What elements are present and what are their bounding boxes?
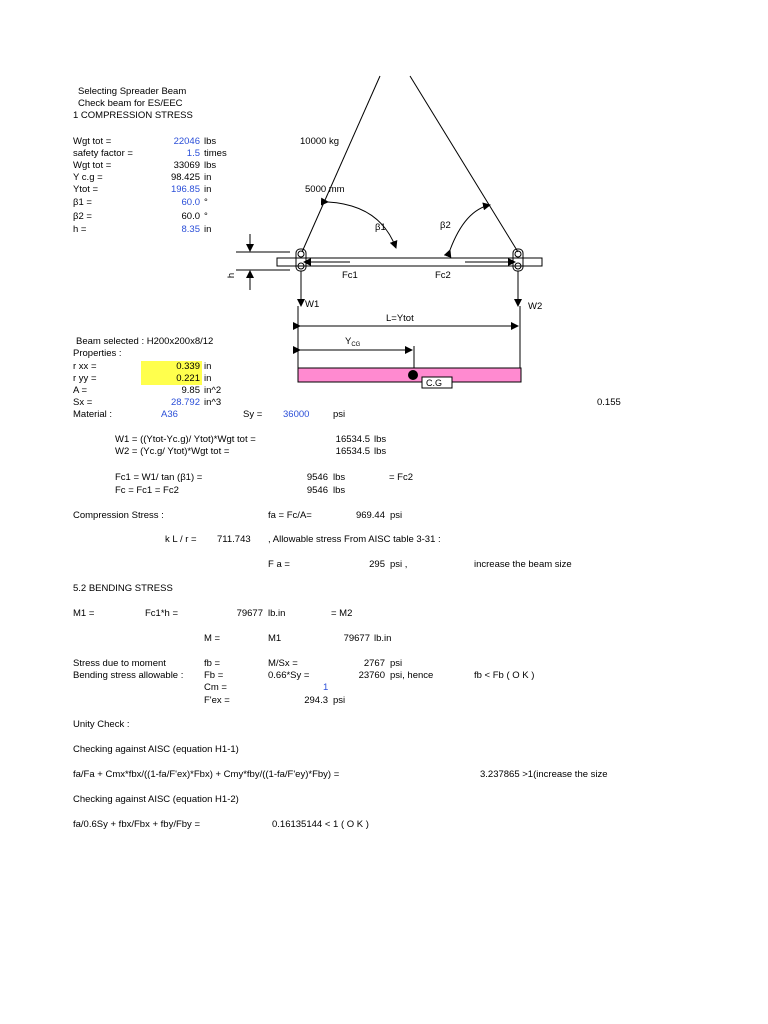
ytot-label: Ytot = — [73, 184, 99, 195]
h-diagram-label: h — [226, 272, 238, 279]
cg-label: C.G — [426, 378, 443, 388]
fc1-value: 9546 — [306, 472, 328, 483]
stress-moment-label: Stress due to moment — [73, 658, 166, 669]
allowable-stress-text: , Allowable stress From AISC table 3-31 : — [268, 534, 441, 545]
m-formula: M1 — [268, 633, 282, 644]
fc1-formula: Fc1 = W1/ tan (β1) = — [115, 472, 203, 483]
beta1-label: β1 = — [73, 197, 92, 208]
wgt-tot2-label: Wgt tot = — [73, 160, 112, 171]
fb-unit: psi — [390, 658, 403, 669]
Fb-check: fb < Fb ( O K ) — [474, 670, 535, 681]
wgt-tot2-unit: lbs — [204, 160, 217, 171]
wgt-tot-unit: lbs — [204, 136, 217, 147]
fex-unit: psi — [333, 695, 346, 706]
ycg-unit: in — [204, 172, 212, 183]
m1-formula: Fc1*h = — [145, 608, 179, 619]
wgt-tot-label: Wgt tot = — [73, 136, 112, 147]
Fa-unit: psi , — [390, 559, 408, 570]
Fa-label: F a = — [268, 559, 290, 570]
Fa-note: increase the beam size — [474, 559, 572, 570]
bending-allowable-label: Bending stress allowable : — [73, 670, 184, 681]
fex-value: 294.3 — [304, 695, 328, 706]
fc-value: 9546 — [306, 485, 328, 496]
fb-formula: M/Sx = — [268, 658, 298, 669]
kg-note: 10000 kg — [300, 136, 340, 147]
h12-label: Checking against AISC (equation H1-2) — [73, 794, 239, 805]
h12-formula: fa/0.6Sy + fbx/Fbx + fby/Fby = — [73, 819, 200, 830]
sx-unit: in^3 — [204, 397, 222, 408]
Fa-value: 295 — [369, 559, 385, 570]
ryy-unit: in — [204, 373, 212, 384]
area-value: 9.85 — [181, 385, 200, 396]
safety-factor-unit: times — [204, 148, 227, 159]
ryy-label: r yy = — [73, 373, 97, 384]
h11-value: 3.237865 >1(increase the size — [480, 769, 608, 780]
beta2-label: β2 = — [73, 211, 92, 222]
Fb-formula: 0.66*Sy = — [268, 670, 310, 681]
rxx-value: 0.339 — [176, 361, 200, 372]
h11-label: Checking against AISC (equation H1-1) — [73, 744, 239, 755]
fa-formula: fa = Fc/A= — [268, 510, 312, 521]
sx-label: Sx = — [73, 397, 93, 408]
sx-value: 28.792 — [170, 397, 200, 408]
h-label: h = — [73, 224, 87, 235]
w2-value: 16534.5 — [335, 446, 370, 457]
m-value: 79677 — [343, 633, 370, 644]
h-value: 8.35 — [181, 224, 200, 235]
m1-unit: lb.in — [268, 608, 286, 619]
area-label: A = — [73, 385, 87, 396]
safety-factor-label: safety factor = — [73, 148, 133, 159]
compression-stress-label: Compression Stress : — [73, 510, 164, 521]
material-value: A36 — [161, 409, 178, 420]
ryy-value: 0.221 — [176, 373, 200, 384]
w1-value: 16534.5 — [335, 434, 370, 445]
right-lug — [513, 249, 523, 271]
beta2-diagram-label: β2 — [440, 220, 451, 231]
h11-formula: fa/Fa + Cmx*fbx/((1-fa/F'ex)*Fbx) + Cmy*fby/((1-fa/F'ey)*Fby) = — [73, 769, 340, 780]
ycg-value: 98.425 — [170, 172, 200, 183]
doc-subtitle: Check beam for ES/EEC — [78, 98, 183, 109]
unity-check-title: Unity Check : — [73, 719, 130, 730]
beta2-value: 60.0 — [181, 211, 200, 222]
sy-label: Sy = — [243, 409, 263, 420]
w2-unit: lbs — [374, 446, 387, 457]
beta2-arc — [450, 205, 490, 250]
w1-label: W1 — [305, 299, 320, 310]
sy-unit: psi — [333, 409, 346, 420]
m1-label: M1 = — [73, 608, 95, 619]
fb-label: fb = — [204, 658, 221, 669]
side-value: 0.155 — [597, 397, 621, 408]
m1-equals-m2: = M2 — [331, 608, 353, 619]
w1-formula: W1 = ((Ytot-Yc.g)/ Ytot)*Wgt tot = — [115, 434, 256, 445]
m-unit: lb.in — [374, 633, 392, 644]
left-lug — [296, 249, 306, 271]
fc1-label: Fc1 — [342, 270, 358, 281]
wgt-tot2-value: 33069 — [173, 160, 200, 171]
Fb-unit: psi, hence — [390, 670, 434, 681]
fex-label: F'ex = — [204, 695, 230, 706]
doc-title: Selecting Spreader Beam — [78, 86, 187, 97]
fa-unit: psi — [390, 510, 403, 521]
sy-value: 36000 — [283, 409, 310, 420]
w2-formula: W2 = (Yc.g/ Ytot)*Wgt tot = — [115, 446, 230, 457]
cm-label: Cm = — [204, 682, 227, 693]
fb-value: 2767 — [363, 658, 385, 669]
safety-factor-value: 1.5 — [186, 148, 200, 159]
fa-value: 969.44 — [355, 510, 385, 521]
Fb-value: 23760 — [358, 670, 385, 681]
klr-value: 711.743 — [217, 534, 251, 545]
m1-value: 79677 — [236, 608, 263, 619]
ytot-value: 196.85 — [170, 184, 200, 195]
mm-note: 5000 mm — [305, 184, 345, 195]
properties-label: Properties : — [73, 348, 122, 359]
ytot-unit: in — [204, 184, 212, 195]
w2-label: W2 — [528, 301, 543, 312]
m-label: M = — [204, 633, 221, 644]
beta1-diagram-label: β1 — [375, 222, 386, 233]
right-sling — [410, 76, 518, 252]
fc2-label: Fc2 — [435, 270, 451, 281]
wgt-tot-value: 22046 — [173, 136, 200, 147]
left-sling — [302, 76, 380, 252]
beta1-unit: ° — [204, 197, 208, 208]
fc-formula: Fc = Fc1 = Fc2 — [115, 485, 179, 496]
l-label: L=Ytot — [386, 313, 414, 324]
fc1-equals-fc2: = Fc2 — [389, 472, 414, 483]
material-label: Material : — [73, 409, 113, 420]
fc-unit: lbs — [333, 485, 346, 496]
section-bending: 5.2 BENDING STRESS — [73, 583, 173, 594]
beta1-value: 60.0 — [181, 197, 200, 208]
area-unit: in^2 — [204, 385, 222, 396]
fc1-unit: lbs — [333, 472, 346, 483]
ycg-label: Y c.g = — [73, 172, 103, 183]
ycg-diagram-label: $Y_{CG}$ — [345, 336, 361, 348]
section-compression: 1 COMPRESSION STRESS — [73, 110, 193, 121]
klr-label: k L / r = — [165, 534, 197, 545]
rxx-unit: in — [204, 361, 212, 372]
rxx-label: r xx = — [73, 361, 97, 372]
h-unit: in — [204, 224, 212, 235]
w1-unit: lbs — [374, 434, 387, 445]
Fb-label: Fb = — [204, 670, 224, 681]
cm-value: 1 — [323, 682, 329, 693]
beta1-arc — [328, 202, 396, 248]
beam-selected: Beam selected : H200x200x8/12 — [76, 336, 214, 347]
cg-dot — [408, 370, 418, 380]
h12-value: 0.16135144 < 1 ( O K ) — [272, 819, 369, 830]
beta2-unit: ° — [204, 211, 208, 222]
